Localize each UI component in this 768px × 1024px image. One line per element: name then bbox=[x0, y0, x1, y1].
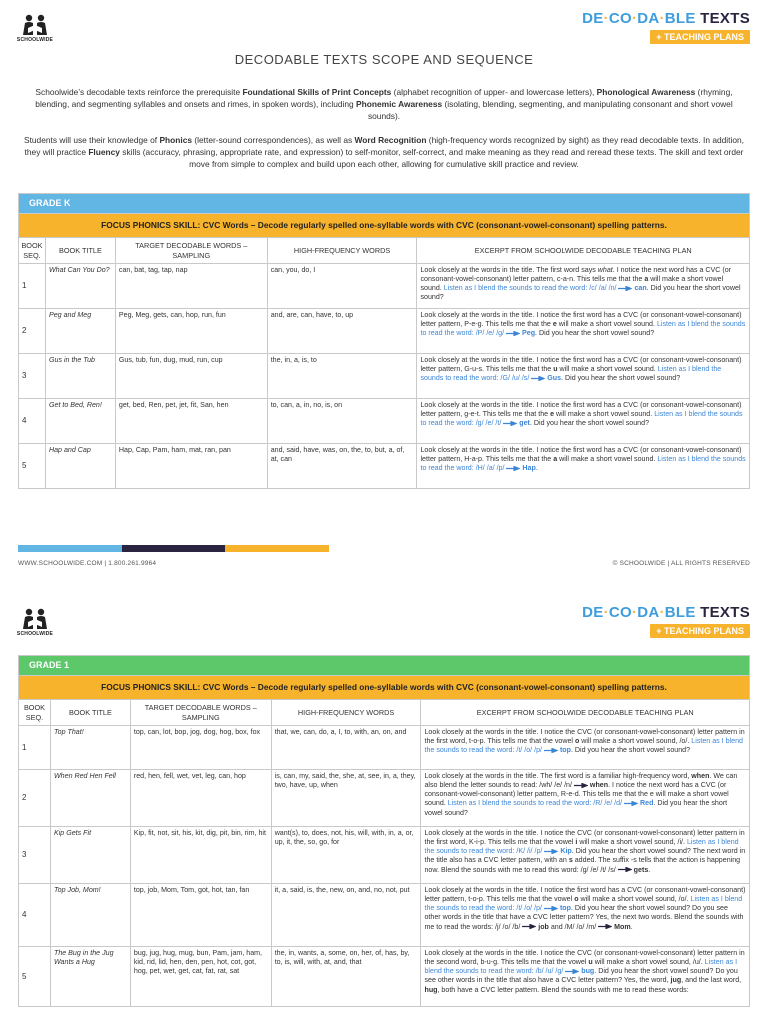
right-arrow-icon bbox=[531, 376, 545, 381]
book-seq: 1 bbox=[19, 263, 46, 308]
high-frequency-words: that, we, can, do, a, I, to, with, an, on, and bbox=[271, 725, 421, 769]
footer-bar-yellow bbox=[225, 545, 329, 552]
grade-1-header: GRADE 1 bbox=[19, 656, 750, 676]
right-arrow-icon bbox=[544, 906, 558, 911]
footer-color-bars bbox=[18, 545, 329, 552]
book-title: Hap and Cap bbox=[45, 443, 115, 488]
high-frequency-words: the, in, a, is, to bbox=[267, 353, 417, 398]
grade-k-header: GRADE K bbox=[19, 194, 750, 214]
book-title: Gus in the Tub bbox=[45, 353, 115, 398]
high-frequency-words: is, can, my, said, the, she, at, see, in, a, they, two, have, up, when bbox=[271, 769, 421, 826]
teaching-plan-excerpt: Look closely at the words in the title. The first word says what. I notice the next word has a CVC (or consonant-vowel-consonant) letter pattern, c-a-n. This tells me that the a will make a short vowel sound. Listen as I blend the sounds to read the word: /c/ /a/ /n/ can. Did you hear the short vowel sound? bbox=[417, 263, 750, 308]
footer-contact: WWW.SCHOOLWIDE.COM | 1.800.261.9964 bbox=[18, 560, 157, 567]
table-row bbox=[19, 398, 750, 443]
book-seq: 1 bbox=[19, 725, 51, 769]
teaching-plan-excerpt: Look closely at the words in the title. I notice the CVC (or consonant-vowel-consonant) letter pattern in the second word, b-u-g. This tells me that the vowel u will make a short vowel sound, /u/. Listen as I blend the sounds to read the word: /b/ /u/ /g/ bug. Did you hear the short vowel sound? Do you see other words in the title that also have a CVC letter pattern? Yes, the word, jug, and the last word, hug, both have a CVC letter pattern. Blend the sounds with me to read these words: bbox=[421, 946, 750, 1006]
high-frequency-words: to, can, a, in, no, is, on bbox=[267, 398, 417, 443]
target-words: Peg, Meg, gets, can, hop, run, fun bbox=[115, 308, 267, 353]
book-seq: 2 bbox=[19, 308, 46, 353]
page-grade-1 bbox=[0, 580, 768, 1024]
logo-wordmark: SCHOOLWIDE bbox=[16, 37, 54, 43]
grade-1-table bbox=[18, 655, 750, 1007]
grade-1-rows bbox=[19, 725, 750, 1006]
target-words: top, job, Mom, Tom, got, hot, tan, fan bbox=[130, 883, 271, 946]
teaching-plans-badge: + TEACHING PLANS bbox=[650, 624, 750, 638]
grade-k-rows bbox=[19, 263, 750, 488]
decodable-texts-brand bbox=[582, 10, 750, 45]
book-seq: 5 bbox=[19, 946, 51, 1006]
right-arrow-icon bbox=[506, 466, 520, 471]
table-row bbox=[19, 308, 750, 353]
table-row bbox=[19, 769, 750, 826]
column-header-words: TARGET DECODABLE WORDS – SAMPLING bbox=[130, 700, 271, 725]
right-arrow-icon bbox=[618, 867, 632, 872]
high-frequency-words: want(s), to, does, not, his, will, with, in, a, or, up, it, the, so, go, for bbox=[271, 826, 421, 883]
readers-icon bbox=[20, 14, 50, 36]
footer-bar-blue bbox=[18, 545, 122, 552]
schoolwide-logo bbox=[16, 14, 54, 43]
column-header-title: BOOK TITLE bbox=[45, 238, 115, 263]
book-seq: 4 bbox=[19, 883, 51, 946]
teaching-plans-badge: + TEACHING PLANS bbox=[650, 30, 750, 44]
target-words: get, bed, Ren, pet, jet, fit, San, hen bbox=[115, 398, 267, 443]
document-title: DECODABLE TEXTS SCOPE AND SEQUENCE bbox=[234, 52, 534, 67]
right-arrow-icon bbox=[544, 849, 558, 854]
target-words: can, bat, tag, tap, nap bbox=[115, 263, 267, 308]
right-arrow-icon bbox=[506, 331, 520, 336]
book-seq: 4 bbox=[19, 398, 46, 443]
right-arrow-icon bbox=[598, 924, 612, 929]
table-row bbox=[19, 883, 750, 946]
column-header-seq: BOOK SEQ. bbox=[19, 700, 51, 725]
column-header-hf: HIGH-FREQUENCY WORDS bbox=[267, 238, 417, 263]
high-frequency-words: and, are, can, have, to, up bbox=[267, 308, 417, 353]
target-words: Kip, fit, not, sit, his, kit, dig, pit, bin, rim, hit bbox=[130, 826, 271, 883]
grade-k-focus-skill: FOCUS PHONICS SKILL: CVC Words – Decode regularly spelled one-syllable words with CVC (consonant-vowel-consonant) spelling patterns. bbox=[19, 214, 750, 238]
book-title: Top That! bbox=[50, 725, 130, 769]
column-header-seq: BOOK SEQ. bbox=[19, 238, 46, 263]
table-row bbox=[19, 263, 750, 308]
footer-copyright: © SCHOOLWIDE | ALL RIGHTS RESERVED bbox=[612, 560, 750, 567]
book-title: Top Job, Mom! bbox=[50, 883, 130, 946]
column-header-excerpt: EXCERPT FROM SCHOOLWIDE DECODABLE TEACHING PLAN bbox=[417, 238, 750, 263]
high-frequency-words: the, in, wants, a, some, on, her, of, has, by, to, is, will, with, at, and, that bbox=[271, 946, 421, 1006]
book-seq: 3 bbox=[19, 826, 51, 883]
logo-wordmark: SCHOOLWIDE bbox=[16, 631, 54, 637]
grade-k-table bbox=[18, 193, 750, 489]
book-seq: 5 bbox=[19, 443, 46, 488]
table-row bbox=[19, 353, 750, 398]
high-frequency-words: can, you, do, I bbox=[267, 263, 417, 308]
brand-title: DE·CO·DA·BLE TEXTS bbox=[582, 10, 750, 27]
decodable-texts-brand bbox=[582, 604, 750, 639]
intro-paragraph-2: Students will use their knowledge of Phonics (letter-sound correspondences), as well as Word Recognition (high-frequency words recognized by sight) as they read decodable texts. In addition, they will practice Fluency skills (accuracy, phrasing, appropriate rate, and expression) to self-monitor, self-correct, and make meaning as they read and reread these texts. The skill and text order move from simple to complex and build upon each other, allowing for cumulative skill practice and review. bbox=[23, 135, 744, 169]
target-words: Hap, Cap, Pam, ham, mat, ran, pan bbox=[115, 443, 267, 488]
teaching-plan-excerpt: Look closely at the words in the title. I notice the first word has a CVC (or consonant-vowel-consonant) letter pattern, t-o-p. This tells me that the vowel o will make a short vowel sound, /o/. Listen as I blend the sounds to read the word: /t/ /o/ /p/ top. Did you hear the short vowel sound? Do you see other words in the title that have a CVC letter pattern? Yes, the next two words. Blend the sounds with me to read the words: /j/ /o/ /b/ job and /M/ /o/ /m/ Mom. bbox=[421, 883, 750, 946]
target-words: Gus, tub, fun, dug, mud, run, cup bbox=[115, 353, 267, 398]
teaching-plan-excerpt: Look closely at the words in the title. I notice the first word has a CVC (or consonant-vowel-consonant) letter pattern, P-e-g. This tells me that the e will make a short vowel sound. Listen as I blend the sounds to read the word: /P/ /e/ /g/ Peg. Did you hear the short vowel sound? bbox=[417, 308, 750, 353]
table-row bbox=[19, 826, 750, 883]
column-header-title: BOOK TITLE bbox=[50, 700, 130, 725]
table-row bbox=[19, 946, 750, 1006]
right-arrow-icon bbox=[618, 286, 632, 291]
column-header-hf: HIGH-FREQUENCY WORDS bbox=[271, 700, 421, 725]
target-words: top, can, lot, bop, jog, dog, hog, box, fox bbox=[130, 725, 271, 769]
right-arrow-icon bbox=[522, 924, 536, 929]
book-seq: 2 bbox=[19, 769, 51, 826]
teaching-plan-excerpt: Look closely at the words in the title. I notice the CVC (or consonant-vowel-consonant) letter pattern in the first word, K-i-p. This tells me that the vowel i will make a short vowel sound, /i/. Listen as I blend the sounds to read the word: /K/ /i/ /p/ Kip. Did you hear the short vowel sound? The next word in the title also has a CVC letter pattern, with an s added. The suffix -s tells that the action is happening now. Blend the sounds with me to read this word: /g/ /e/ /t/ /s/ gets. bbox=[421, 826, 750, 883]
table-row bbox=[19, 725, 750, 769]
column-header-excerpt: EXCERPT FROM SCHOOLWIDE DECODABLE TEACHING PLAN bbox=[421, 700, 750, 725]
right-arrow-icon bbox=[565, 969, 579, 974]
table-row bbox=[19, 443, 750, 488]
right-arrow-icon bbox=[544, 748, 558, 753]
target-words: bug, jug, hug, mug, bun, Pam, jam, ham, kid, rid, lid, hen, den, pen, hot, cot, got, hog, pet, wet, get, cat, fat, rat, sat bbox=[130, 946, 271, 1006]
right-arrow-icon bbox=[503, 421, 517, 426]
teaching-plan-excerpt: Look closely at the words in the title. The first word is a familiar high-frequency word, when. We can also blend the letter sounds to read: /wh/ /e/ /n/ when. I notice the next word has a CVC (or consonant-vowel-consonant) letter pattern, R-e-d. This tells me that the e will make a short vowel sound. Listen as I blend the sounds to read the word: /R/ /e/ /d/ Red. Did you hear the short vowel sound? bbox=[421, 769, 750, 826]
brand-title: DE·CO·DA·BLE TEXTS bbox=[582, 604, 750, 621]
book-title: When Red Hen Fell bbox=[50, 769, 130, 826]
book-title: Peg and Meg bbox=[45, 308, 115, 353]
right-arrow-icon bbox=[574, 783, 588, 788]
book-title: Kip Gets Fit bbox=[50, 826, 130, 883]
right-arrow-icon bbox=[624, 801, 638, 806]
book-title: What Can You Do? bbox=[45, 263, 115, 308]
teaching-plan-excerpt: Look closely at the words in the title. I notice the first word has a CVC (or consonant-vowel-consonant) letter pattern, g-e-t. This tells me that the e will make a short vowel sound. Listen as I blend the sounds to read the word: /g/ /e/ /t/ get. Did you hear the short vowel sound? bbox=[417, 398, 750, 443]
book-seq: 3 bbox=[19, 353, 46, 398]
high-frequency-words: and, said, have, was, on, the, to, but, a, of, at, can bbox=[267, 443, 417, 488]
readers-icon bbox=[20, 608, 50, 630]
teaching-plan-excerpt: Look closely at the words in the title. I notice the CVC (or consonant-vowel-consonant) letter pattern in the first word, t-o-p. This tells me that the vowel o will make a short vowel sound, /o/. Listen as I blend the sounds to read the word: /t/ /o/ /p/ top. Did you hear the short vowel sound? bbox=[421, 725, 750, 769]
book-title: The Bug in the Jug Wants a Hug bbox=[50, 946, 130, 1006]
book-title: Get to Bed, Ren! bbox=[45, 398, 115, 443]
schoolwide-logo bbox=[16, 608, 54, 637]
intro-paragraph-1: Schoolwide’s decodable texts reinforce the prerequisite Foundational Skills of Print Concepts (alphabet recognition of upper- and lowercase letters), Phonological Awareness (rhyming, blending, and segmenting syllables and onsets and rimes, in spoken words), including Phonemic Awareness (isolating, blending, segmenting, and manipulating consonant and short vowel sounds). bbox=[35, 87, 733, 121]
grade-1-focus-skill: FOCUS PHONICS SKILL: CVC Words – Decode regularly spelled one-syllable words with CVC (consonant-vowel-consonant) spelling patterns. bbox=[19, 676, 750, 700]
target-words: red, hen, fell, wet, vet, leg, can, hop bbox=[130, 769, 271, 826]
column-header-words: TARGET DECODABLE WORDS – SAMPLING bbox=[115, 238, 267, 263]
footer-bar-navy bbox=[122, 545, 225, 552]
high-frequency-words: it, a, said, is, the, new, on, and, no, not, put bbox=[271, 883, 421, 946]
teaching-plan-excerpt: Look closely at the words in the title. I notice the first word has a CVC (or consonant-vowel-consonant) letter pattern, G-u-s. This tells me that the u will make a short vowel sound. Listen as I blend the sounds to read the word: /G/ /u/ /s/ Gus. Did you hear the short vowel sound? bbox=[417, 353, 750, 398]
teaching-plan-excerpt: Look closely at the words in the title. I notice the first word has a CVC (or consonant-vowel-consonant) letter pattern, H-a-p. This tells me that the a will make a short vowel sound. Listen as I blend the sounds to read the word: /H/ /a/ /p/ Hap. bbox=[417, 443, 750, 488]
